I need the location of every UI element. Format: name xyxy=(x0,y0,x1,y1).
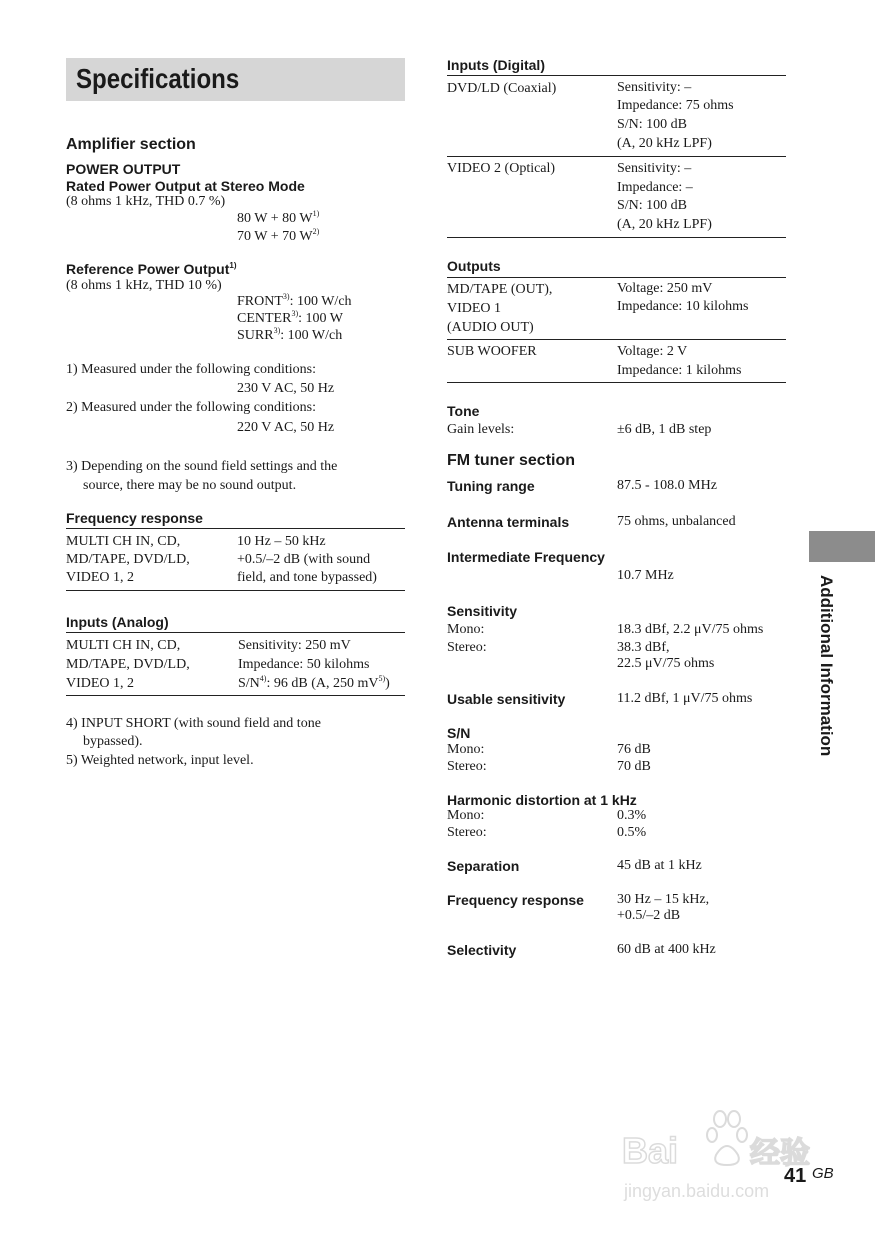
freq-inputs-line-2: MD/TAPE, DVD/LD, xyxy=(66,552,190,567)
sub-woofer-impedance: Impedance: 1 kilohms xyxy=(617,363,742,378)
sub-woofer-voltage: Voltage: 2 V xyxy=(617,344,688,359)
video2-optical-label: VIDEO 2 (Optical) xyxy=(447,161,556,176)
out-tape-line-3: (AUDIO OUT) xyxy=(447,320,534,335)
selectivity-value: 60 dB at 400 kHz xyxy=(617,942,716,957)
usable-sensitivity-value: 11.2 dBf, 1 μV/75 ohms xyxy=(617,691,753,706)
gain-value: ±6 dB, 1 dB step xyxy=(617,422,712,437)
gain-label: Gain levels: xyxy=(447,422,515,437)
intermediate-frequency-value: 10.7 MHz xyxy=(617,568,674,583)
sub-woofer-label: SUB WOOFER xyxy=(447,344,537,359)
footnote-5: 5) Weighted network, input level. xyxy=(66,753,254,768)
intermediate-frequency-label: Intermediate Frequency xyxy=(447,549,605,565)
divider xyxy=(447,382,786,383)
divider xyxy=(66,695,405,696)
page-number-suffix: GB xyxy=(812,1165,834,1182)
video2-sn: S/N: 100 dB xyxy=(617,198,688,213)
divider xyxy=(447,339,786,340)
out-tape-voltage: Voltage: 250 mV xyxy=(617,281,713,296)
svg-text:Bai: Bai xyxy=(622,1130,679,1171)
footnote-4-line-2: bypassed). xyxy=(83,734,143,749)
out-tape-impedance: Impedance: 10 kilohms xyxy=(617,299,749,314)
reference-power-heading: Reference Power Output$^{1)}$ xyxy=(66,261,237,277)
out-tape-line-1: MD/TAPE (OUT), xyxy=(447,282,553,297)
video2-lpf: (A, 20 kHz LPF) xyxy=(617,217,712,232)
hd-mono-label: Mono: xyxy=(447,808,485,823)
surround-power: SURR$^{3)}$: 100 W/ch xyxy=(237,326,343,343)
dvd-sensitivity: Sensitivity: – xyxy=(617,80,692,95)
footnote-3-line-2: source, there may be no sound output. xyxy=(83,478,297,493)
footnote-4-line-1: 4) INPUT SHORT (with sound field and tone xyxy=(66,716,321,731)
tone-heading: Tone xyxy=(447,403,480,419)
sn-heading: S/N xyxy=(447,725,471,741)
rated-power-heading: Rated Power Output at Stereo Mode xyxy=(66,178,305,194)
svg-text:jingyan.baidu.com: jingyan.baidu.com xyxy=(624,1181,770,1201)
frequency-response-value-1: 30 Hz – 15 kHz, xyxy=(617,892,710,907)
rated-value-2: 70 W + 70 $W^{2)}$ xyxy=(237,227,320,244)
sensitivity-mono-label: Mono: xyxy=(447,622,485,637)
svg-text:经验: 经验 xyxy=(750,1137,810,1170)
front-power: FRONT$^{3)}$: 100 W/ch xyxy=(237,292,352,309)
divider xyxy=(66,590,405,591)
sensitivity-stereo-value-2: 22.5 μV/75 ohms xyxy=(617,656,715,671)
frequency-response-value-2: +0.5/–2 dB xyxy=(617,908,681,923)
antenna-value: 75 ohms, unbalanced xyxy=(617,514,736,529)
freq-value-line-3: field, and tone bypassed) xyxy=(237,570,377,585)
footnote-3-line-1: 3) Depending on the sound field settings and the xyxy=(66,459,338,474)
amplifier-section-heading: Amplifier section xyxy=(66,136,196,153)
sn-stereo-label: Stereo: xyxy=(447,759,487,774)
divider xyxy=(66,528,405,529)
outputs-heading: Outputs xyxy=(447,258,501,274)
frequency-response-label: Frequency response xyxy=(447,892,584,908)
tuning-range-label: Tuning range xyxy=(447,478,535,494)
video2-impedance: Impedance: – xyxy=(617,180,693,195)
sensitivity-heading: Sensitivity xyxy=(447,603,518,619)
page-number: 41 xyxy=(784,1165,807,1187)
footnote-2-value: 220 V AC, 50 Hz xyxy=(237,420,335,435)
inputs-analog-heading: Inputs (Analog) xyxy=(66,614,169,630)
sensitivity-stereo-value-1: 38.3 dBf, xyxy=(617,640,670,655)
dvd-lpf: (A, 20 kHz LPF) xyxy=(617,136,712,151)
freq-value-line-1: 10 Hz – 50 kHz xyxy=(237,534,326,549)
divider xyxy=(447,156,786,157)
divider xyxy=(447,277,786,278)
freq-inputs-line-3: VIDEO 1, 2 xyxy=(66,570,135,585)
separation-value: 45 dB at 1 kHz xyxy=(617,858,702,873)
sensitivity-stereo-label: Stereo: xyxy=(447,640,487,655)
reference-conditions: (8 ohms 1 kHz, THD 10 %) xyxy=(66,278,222,293)
footnote-1: 1) Measured under the following conditions: xyxy=(66,362,317,377)
side-tab-label: Additional Information xyxy=(817,575,836,757)
divider xyxy=(447,237,786,238)
harmonic-distortion-heading: Harmonic distortion at 1 kHz xyxy=(447,792,637,808)
freq-value-line-2: +0.5/–2 dB (with sound xyxy=(237,552,371,567)
tuning-range-value: 87.5 - 108.0 MHz xyxy=(617,478,717,493)
analog-inputs-line-1: MULTI CH IN, CD, xyxy=(66,638,181,653)
power-output-heading: POWER OUTPUT xyxy=(66,161,181,177)
analog-sn: $S/N^{4)}$: 96 dB (A, 250 $mV^{5)}$) xyxy=(238,674,390,691)
rated-conditions: (8 ohms 1 kHz, THD 0.7 %) xyxy=(66,194,226,209)
page-title: Specifications xyxy=(76,63,240,94)
analog-inputs-line-2: MD/TAPE, DVD/LD, xyxy=(66,657,190,672)
separation-label: Separation xyxy=(447,858,520,874)
divider xyxy=(447,75,786,76)
sn-mono-value: 76 dB xyxy=(617,742,651,757)
video2-sensitivity: Sensitivity: – xyxy=(617,161,692,176)
section-tab-marker xyxy=(809,531,875,562)
out-tape-line-2: VIDEO 1 xyxy=(447,301,502,316)
analog-impedance: Impedance: 50 kilohms xyxy=(238,657,370,672)
usable-sensitivity-label: Usable sensitivity xyxy=(447,691,566,707)
analog-inputs-line-3: VIDEO 1, 2 xyxy=(66,676,135,691)
sn-stereo-value: 70 dB xyxy=(617,759,651,774)
dvd-sn: S/N: 100 dB xyxy=(617,117,688,132)
freq-inputs-line-1: MULTI CH IN, CD, xyxy=(66,534,181,549)
divider xyxy=(66,632,405,633)
footnote-2: 2) Measured under the following conditions: xyxy=(66,400,317,415)
dvd-impedance: Impedance: 75 ohms xyxy=(617,98,734,113)
analog-sensitivity: Sensitivity: 250 mV xyxy=(238,638,351,653)
fm-tuner-heading: FM tuner section xyxy=(447,452,576,469)
hd-stereo-label: Stereo: xyxy=(447,825,487,840)
hd-mono-value: 0.3% xyxy=(617,808,647,823)
selectivity-label: Selectivity xyxy=(447,942,517,958)
baidu-watermark-logo xyxy=(620,1105,820,1210)
dvd-coaxial-label: DVD/LD (Coaxial) xyxy=(447,81,557,96)
inputs-digital-heading: Inputs (Digital) xyxy=(447,57,545,73)
antenna-label: Antenna terminals xyxy=(447,514,570,530)
rated-value-1: 80 W + 80 $W^{1)}$ xyxy=(237,209,320,226)
hd-stereo-value: 0.5% xyxy=(617,825,647,840)
center-power: CENTER$^{3)}$: 100 W xyxy=(237,309,343,326)
footnote-1-value: 230 V AC, 50 Hz xyxy=(237,381,335,396)
sn-mono-label: Mono: xyxy=(447,742,485,757)
frequency-response-heading: Frequency response xyxy=(66,510,203,526)
sensitivity-mono-value: 18.3 dBf, 2.2 μV/75 ohms xyxy=(617,622,764,637)
